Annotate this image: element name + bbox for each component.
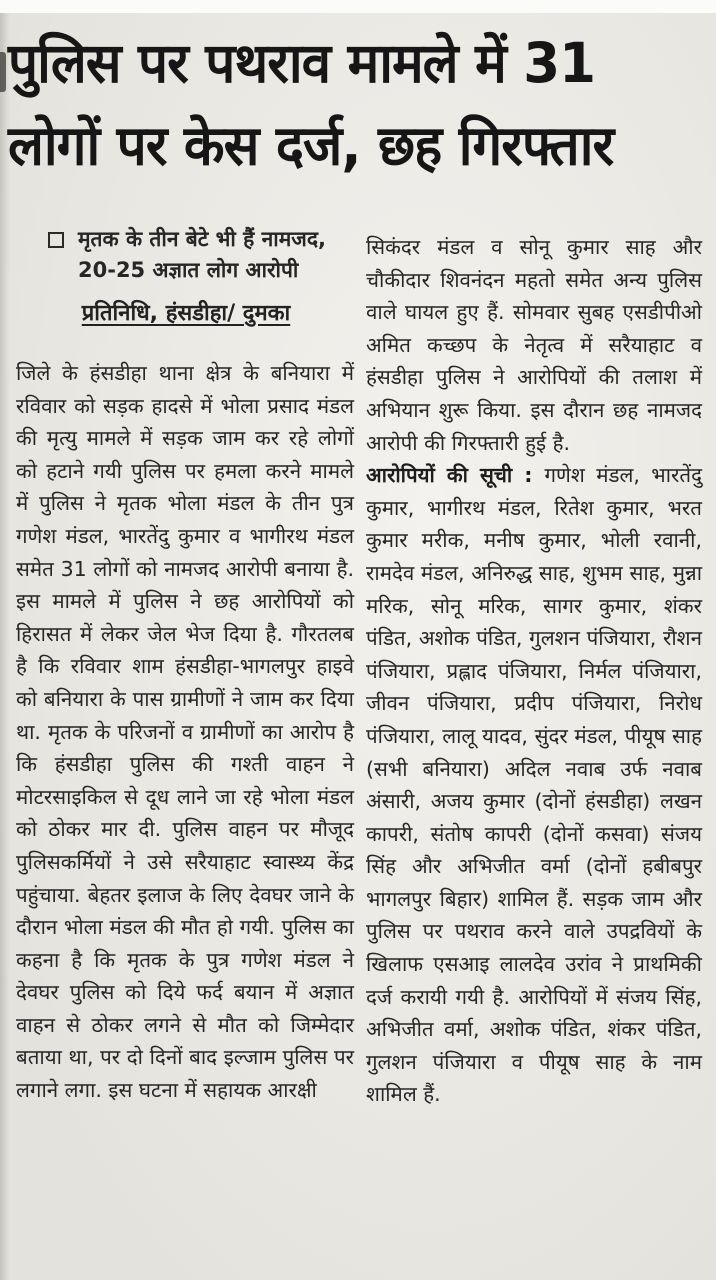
accused-list-lead: आरोपियों की सूची : <box>366 463 545 488</box>
subhead-line1: मृतक के तीन बेटे भी हैं नामजद, <box>78 227 327 251</box>
right-column <box>366 231 702 1111</box>
subhead-text <box>78 224 326 286</box>
headline-line2: लोगों पर केस दर्ज, छह गिरफ्तार <box>8 114 614 178</box>
headline <box>8 23 710 187</box>
right-column-paragraph-continuation: सिकंदर मंडल व सोनू कुमार साह और चौकीदार शिवनंदन महतो समेत अन्य पुलिस वाले घायल हुए हैं. सोमवार सुबह एसडीपीओ अमित कच्छप के नेतृत्व में सरैयाहाट व हंसडीहा पुलिस ने आरोपियों की तलाश में अभियान शुरू किया. इस दौरान छह नामजद आरोपी की गिरफ्तारी हुई है. <box>366 235 702 455</box>
right-column-accused-list <box>366 459 702 1111</box>
accused-list-text: गणेश मंडल, भारतेंदु कुमार, भागीरथ मंडल, रितेश कुमार, भरत कुमार मरीक, मनीष कुमार, भोली रवानी, रामदेव मंडल, अनिरुद्ध साह, शुभम साह, मुन्ना मरिक, सोनू मरिक, सागर कुमार, शंकर पंडित, अशोक पंडित, गुलशन पंजियारा, रौशन पंजियारा, प्रह्लाद पंजियारा, निर्मल पंजियारा, जीवन पंजियारा, प्रदीप पंजियारा, निरोध पंजियारा, लालू यादव, सुंदर मंडल, पीयूष साह (सभी बनियारा) अदिल नवाब उर्फ नवाब अंसारी, अजय कुमार (दोनों हंसडीहा) लखन कापरी, संतोष कापरी (दोनों कसवा) संजय सिंह और अभिजीत वर्मा (दोनों हबीबपुर भागलपुर बिहार) शामिल हैं. सड़क जाम और पुलिस पर पथराव करने वाले उपद्रवियों के खिलाफ एसआइ लालदेव उरांव ने प्राथमिकी दर्ज करायी गयी है. आरोपियों में संजय सिंह, अभिजीत वर्मा, अशोक पंडित, शंकर पंडित, गुलशन पंजियारा व पीयूष साह के नाम शामिल हैं. <box>366 463 702 1107</box>
left-column <box>16 357 354 1107</box>
subhead-line2: 20-25 अज्ञात लोग आरोपी <box>78 258 299 282</box>
scan-top-strip <box>0 0 716 13</box>
subhead <box>48 224 350 286</box>
left-column-paragraph: जिले के हंसडीहा थाना क्षेत्र के बनियारा में रविवार को सड़क हादसे में भोला प्रसाद मंडल की मृत्यु मामले में सड़क जाम कर रहे लोगों को हटाने गयी पुलिस पर हमला करने मामले में पुलिस ने मृतक भोला मंडल के तीन पुत्र गणेश मंडल, भारतेंदु कुमार व भागीरथ मंडल समेत 31 लोगों को नामजद आरोपी बनाया है. इस मामले में पुलिस ने छह आरोपियों को हिरासत में लेकर जेल भेज दिया है. गौरतलब है कि रविवार शाम हंसडीहा-भागलपुर हाइवे को बनियारा के पास ग्रामीणों ने जाम कर दिया था. मृतक के परिजनों व ग्रामीणों का आरोप है कि हंसडीहा पुलिस की गश्ती वाहन ने मोटरसाइकिल से दूध लाने जा रहे भोला मंडल को ठोकर मार दी. पुलिस वाहन पर मौजूद पुलिसकर्मियों ने उसे सरैयाहाट स्वास्थ्य केंद्र पहुंचाया. बेहतर इलाज के लिए देवघर जाने के दौरान भोला मंडल की मौत हो गयी. पुलिस का कहना है कि मृतक के पुत्र गणेश मंडल ने देवघर पुलिस को दिये फर्द बयान में अज्ञात वाहन से ठोकर लगने से मौत को जिम्मेदार बताया था, पर दो दिनों बाद इल्जाम पुलिस पर लगाने लगा. इस घटना में सहायक आरक्षी <box>16 361 354 1103</box>
byline: प्रतिनिधि, हंसडीहा/ दुमका <box>81 301 291 326</box>
square-bullet-icon <box>48 232 64 248</box>
scan-edge-artifact <box>0 52 6 92</box>
headline-line1: पुलिस पर पथराव मामले में 31 <box>8 32 595 96</box>
